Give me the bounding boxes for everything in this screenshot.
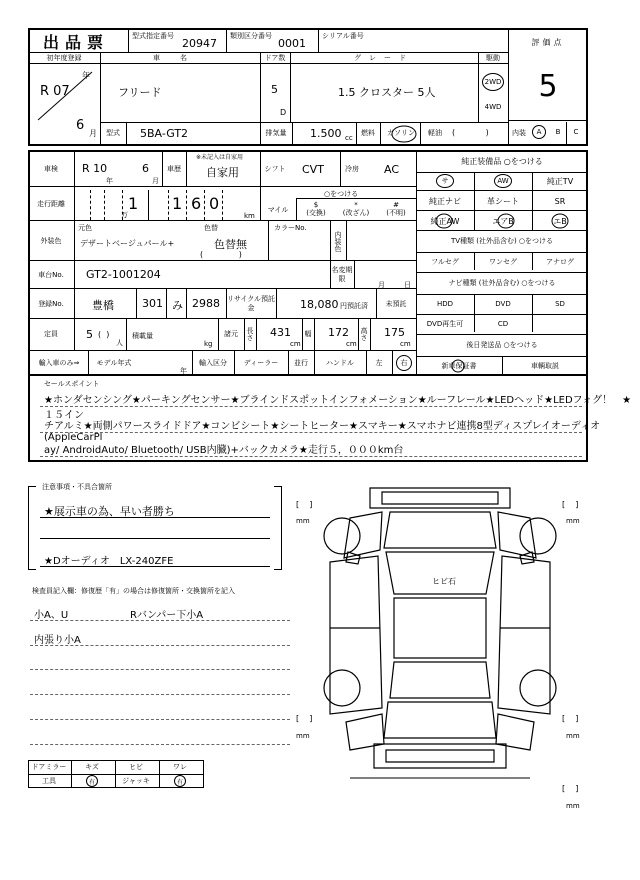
history-note: ※未記入は自家用 (196, 154, 244, 161)
first-reg-slash (30, 64, 100, 122)
eval-label: 評価点 (531, 37, 565, 47)
front-bumper-outer (370, 488, 510, 508)
notes-line-1: ★展示車の為、早い者勝ち (44, 505, 175, 518)
genuine-aw-circle (434, 213, 454, 229)
sales-line-2: チアルミ★両側パワースライドドア★コンビシート★シートヒーター★スマキー★スマホナビ連携8型ディスプレイオーディオ(AppleCarPl (44, 421, 601, 443)
drive-2wd: 2WD (482, 73, 504, 91)
genuine-label: 純正装備品 ○をつける (461, 156, 543, 166)
recycle-value: 18,080 (300, 298, 339, 311)
notes-label: 注意事項・不具合箇所 (42, 483, 112, 491)
width-label: 幅 (304, 330, 312, 338)
mileage-label: 走行距離 (37, 200, 65, 208)
fuel-circle (390, 124, 418, 144)
doors-label: ドア数 (264, 53, 286, 62)
form-title: 出品票 (42, 32, 109, 52)
one-seg: ワンセグ (489, 258, 517, 266)
height-value: 175 (384, 326, 405, 339)
model-year-unit: 年 (180, 367, 187, 375)
left-front-fender (344, 512, 382, 558)
drive-4wd: 4WD (484, 103, 502, 111)
color-code-value: 色替無 (214, 238, 247, 251)
sales-label: セールスポイント (44, 380, 100, 388)
exchange-label: $ (交換) (306, 201, 326, 217)
warranty: 新車保証書 (441, 362, 477, 370)
mileage-digit-2: 6 (191, 194, 202, 213)
fr-tire-bracket: [ ] (562, 500, 579, 509)
fr-tire-mm: mm (566, 517, 580, 525)
name-change-label: 名変期限 (331, 266, 353, 283)
interior-color-label: 内装色 (334, 230, 342, 252)
legend-break: ワレ (173, 763, 187, 771)
light-oil-bracket: ( ) (452, 128, 489, 137)
insp-line-1b: Rバンパー下小A (130, 610, 204, 621)
fuel-value: ガソリン (387, 129, 415, 137)
exterior-value: デザートベージュパール+ (80, 239, 175, 248)
man-unit: 万 (121, 211, 128, 219)
tv-type-label: TV種類 (社外品含む) ○をつける (450, 237, 554, 245)
notes-bracket-right (274, 486, 282, 570)
model-value: 5BA-GT2 (140, 127, 189, 140)
height-unit: cm (400, 340, 411, 348)
rr-tire-bracket: [ ] (562, 714, 579, 723)
reg-label: 登録No. (38, 300, 64, 308)
width-unit: cm (346, 340, 357, 348)
shift-value: CVT (302, 163, 324, 176)
first-reg-month-unit: 月 (89, 129, 97, 138)
first-reg-year-unit: 年 (82, 71, 90, 80)
car-name-value: フリード (118, 86, 162, 99)
form-type-label: 型式指定番号 (132, 32, 174, 40)
car-name-label: 車名 (153, 53, 207, 62)
sunroof-label: サ (436, 174, 454, 188)
form-type-value: 20947 (182, 37, 217, 50)
capacity-label: 定員 (44, 330, 58, 338)
manual: 車輌取説 (531, 362, 559, 370)
notes-line-2: ★Dオーディオ LX-240ZFE (44, 556, 174, 567)
windshield-note: ヒビ石 (432, 577, 456, 586)
grade-label: グレード (354, 53, 414, 62)
interior-label: 内装 (512, 129, 526, 137)
reg-num: 2988 (192, 297, 220, 310)
hdd: HDD (436, 300, 454, 308)
model-label: 型式 (106, 129, 120, 137)
warranty-circle (450, 358, 466, 374)
eb-circle (550, 213, 570, 229)
shaken-value: R 10 (82, 162, 108, 175)
fuel-label: 燃料 (361, 129, 375, 137)
color-code-bracket: ( ) (200, 250, 242, 259)
ac-label: 冷房 (345, 165, 359, 173)
rr-tire-mm: mm (566, 732, 580, 740)
size-label: 諸元 (224, 330, 238, 338)
grade-value: 1.5 クロスター 5人 (338, 86, 436, 99)
windshield-shape (386, 552, 494, 594)
rear-left-wheel (324, 670, 360, 706)
spare-tire-bracket: [ ] (562, 784, 579, 793)
tamper-label: * (改ざん) (342, 201, 370, 217)
capacity-unit: 人 (116, 339, 123, 347)
inspector-label: 検査員記入欄：修復歴「有」の場合は修復箇所・交換箇所を記入 (32, 587, 235, 595)
legend-tools: 工具 (42, 776, 56, 785)
front-left-wheel (324, 518, 360, 554)
analog: アナログ (546, 258, 574, 266)
spare-tire-mm: mm (566, 802, 580, 810)
mileage-boxes (76, 190, 246, 220)
light-oil-label: 軽油 (428, 129, 442, 137)
eb-label: エB (553, 216, 567, 226)
shaken-label: 車検 (44, 165, 58, 173)
genuine-navi: 純正ナビ (429, 196, 461, 206)
legend-door-mirror: ドアミラー (31, 763, 67, 771)
parallel-label: 並行 (294, 359, 308, 367)
dvd-play: DVD再生可 (426, 320, 464, 328)
left-label: 左 (375, 359, 383, 367)
interior-a: A (532, 125, 546, 139)
exterior-label: 外装色 (40, 237, 62, 245)
legend-crack: ヒビ (129, 763, 143, 771)
roof-shape (394, 598, 486, 658)
original-color-label: 元色 (78, 224, 92, 232)
interior-c: C (573, 128, 579, 136)
height-label: 高さ (360, 327, 368, 341)
rear-bumper-outer (374, 744, 506, 768)
name-change-day: 日 (404, 281, 411, 289)
dvd: DVD (495, 300, 511, 308)
name-change-month: 月 (378, 281, 385, 289)
model-year-label: モデル年式 (96, 359, 132, 367)
legend-scratch: キズ (85, 763, 99, 771)
front-bumper-shape (382, 492, 498, 504)
mileage-digit-1: 1 (172, 194, 183, 213)
rl-tire-mm: mm (296, 732, 310, 740)
insp-line-1a: 小A、U (34, 610, 69, 621)
ab-circle (496, 213, 516, 229)
cd: CD (497, 320, 509, 328)
aw-label: AW (494, 174, 512, 188)
load-label: 積載量 (132, 332, 153, 340)
right-label: 右 (396, 355, 412, 371)
insp-line-2: 内張り小A (34, 635, 81, 646)
sd: SD (555, 300, 565, 308)
rear-window-shape (390, 662, 490, 698)
chassis-value: GT2-1001204 (86, 268, 161, 281)
displacement-label: 排気量 (265, 129, 287, 137)
mileage-man: 1 (128, 194, 139, 213)
color-code-label: 色替 (204, 224, 218, 232)
dealer-label: ディーラー (243, 359, 279, 367)
sales-line-1: ★ホンダセンシング★パーキングセンサー★ブラインドスポットインフォメーション★ルーフレール★LEDヘッド★LEDフォグ！ ★１５イン (44, 395, 632, 421)
capacity-value: 5 (86, 328, 93, 341)
fl-tire-bracket: [ ] (296, 500, 313, 509)
rl-tire-bracket: [ ] (296, 714, 313, 723)
length-unit: cm (290, 340, 301, 348)
recycle-label: リサイクル預託金 (226, 295, 276, 312)
doors-value: 5 (271, 83, 278, 96)
shaken-month-unit: 月 (152, 177, 159, 185)
legend-jack: ジャッキ (122, 776, 150, 785)
mileage-digit-3: 0 (209, 194, 220, 213)
notes-bracket-left (28, 486, 36, 570)
interior-b: B (555, 128, 561, 136)
shift-label: シフト (264, 165, 286, 173)
right-front-fender (498, 512, 536, 558)
displacement-value: 1.500 (310, 127, 342, 140)
import-label: 輸入車のみ⇒ (38, 359, 80, 367)
left-side-panel (330, 556, 382, 714)
unknown-label: # (不明) (386, 201, 406, 217)
hood-shape (384, 512, 496, 548)
capacity-paren: ( ) (98, 330, 110, 339)
km-unit: km (244, 212, 255, 220)
unpaid-label: 未預託 (385, 300, 407, 308)
category-label: 類別区分番号 (230, 32, 272, 40)
import-type-label: 輸入区分 (199, 359, 227, 367)
load-unit: kg (204, 340, 213, 348)
first-reg-year: R 07 (40, 84, 70, 99)
shaken-month: 6 (142, 162, 149, 175)
chassis-label: 車台No. (38, 271, 64, 279)
ab-label: エアB (492, 216, 514, 226)
sr: SR (554, 196, 566, 206)
genuine-tv: 純正TV (546, 176, 574, 186)
navi-type-label: ナビ種類 (社外品含む) ○をつける (448, 279, 556, 287)
color-no-label: カラーNo. (274, 224, 307, 232)
front-right-wheel (520, 518, 556, 554)
reg-area: 豊橋 (92, 299, 114, 312)
handle-label: ハンドル (326, 359, 354, 367)
history-value: 自家用 (206, 166, 239, 179)
legend-tools-have: 有 (86, 775, 98, 787)
car-diagram (290, 478, 590, 808)
displacement-unit: cc (345, 134, 353, 142)
history-label: 車歴 (167, 165, 181, 173)
ac-value: AC (384, 163, 400, 176)
mile-label: マイル (267, 206, 289, 214)
serial-label: シリアル番号 (322, 32, 364, 40)
leather-seat: 革シート (487, 196, 519, 206)
length-label: 長さ (246, 327, 254, 341)
genuine-aw: 純正AW (430, 216, 460, 226)
width-value: 172 (328, 326, 349, 339)
later-label: 後日発送品 ○をつける (466, 341, 538, 349)
doors-suffix: D (280, 108, 287, 117)
sales-line-3: ay/ AndroidAuto/ Bluetooth/ USB内臓)+バックカメラ★走行５，０００km台 (44, 445, 404, 456)
recycle-unit: 円預託済 (340, 302, 368, 310)
trunk-shape (384, 702, 496, 738)
category-value: 0001 (278, 37, 306, 50)
circle-note: ○をつける (324, 190, 359, 198)
right-side-panel (498, 556, 550, 714)
legend-jack-have: 有 (174, 775, 186, 787)
shaken-year-unit: 年 (106, 177, 113, 185)
full-seg: フルセグ (431, 258, 459, 266)
length-value: 431 (270, 326, 291, 339)
eval-score: 5 (538, 68, 558, 104)
first-reg-month: 6 (76, 118, 85, 133)
reg-kana: み (172, 299, 183, 312)
drive-label: 駆動 (486, 53, 500, 62)
rear-bumper-inner (386, 750, 494, 762)
first-reg-label: 初年度登録 (46, 53, 82, 62)
reg-class: 301 (142, 297, 163, 310)
fl-tire-mm: mm (296, 517, 310, 525)
